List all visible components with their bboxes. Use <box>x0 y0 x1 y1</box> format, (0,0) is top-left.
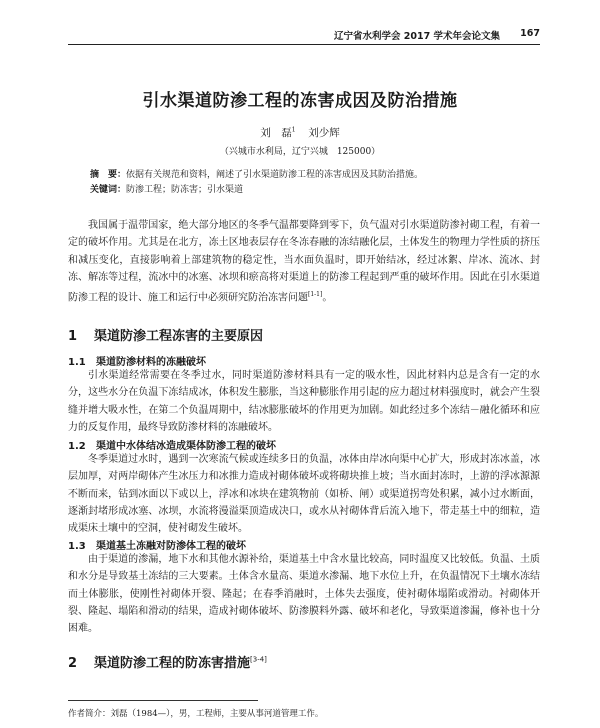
affiliation: （兴城市水利局，辽宁兴城 125000） <box>219 147 381 157</box>
section-1-heading <box>68 325 263 344</box>
subsection-1-1-title: 渠道防渗材料的冻融破坏 <box>96 357 206 368</box>
subsection-1-3-heading <box>68 537 246 552</box>
page-header <box>0 28 600 44</box>
intro-paragraph <box>68 217 540 307</box>
page-number: 167 <box>520 28 540 39</box>
subsection-1-1-heading <box>68 353 206 368</box>
subsection-1-2-heading <box>68 437 276 452</box>
section-2-heading <box>68 652 267 671</box>
author-footnote: 作者简介：刘磊（1984—），男，工程师，主要从事河道管理工作。 <box>68 709 324 719</box>
journal-name: 辽宁省水利学会 2017 学术年会论文集 <box>333 31 500 42</box>
header-rule <box>68 44 540 45</box>
intro-text: 我国属于温带国家，绝大部分地区的冬季气温都要降到零下，负气温对引水渠道防渗衬砌工程，有着一定的破坏作用。尤其是在北方，冻土区地表层存在冬冻春融的冻结融化层，土体发生的物理力学性质的挤压和减压变化，直接影响着上部建筑物的稳定性，当水面负温时，即开始结冰，经过冰絮、岸冰、流冰、封冻、解冻等过程，流冰中的冰塞、冰坝和瘀高将对渠道上的防渗工程起到严重的破坏作用。因此在引水渠道防渗工程的设计、施工和运行中必须研究防治冻害问题 <box>68 220 540 304</box>
author-line <box>0 125 600 140</box>
keywords <box>90 183 530 197</box>
subsection-1-3-paragraph: 由于渠道的渗漏，地下水和其他水源补给，渠道基土中含水量比较高，同时温度又比较低。负温、土质和水分是导致基土冻结的三大要素。土体含水量高、渠道水渗漏、地下水位上升，在负温情况下土壤水冻结而土体膨胀，使刚性衬砌体开裂、隆起；在春季消融时，土体失去强度，使衬砌体塌陷或滑动。衬砌体开裂、隆起、塌陷和滑动的结果，造成衬砌体破坏、防渗膜料外露、破坏和老化，导致渠道渗漏，修补也十分困难。 <box>68 554 540 635</box>
subsection-1-3-title: 渠道基土冻融对防渗体工程的破坏 <box>96 541 246 552</box>
subsection-1-3-number: 1.3 <box>68 541 86 552</box>
author-2: 刘少辉 <box>308 127 340 139</box>
author-1-mark: 1 <box>291 126 296 134</box>
subsection-1-2-paragraph: 冬季渠道过水时，遇到一次寒流气候或连续多日的负温，冰体由岸冰向渠中心扩大，形成封冻冰盖，冰层加厚，对两岸砌体产生冰压力和冰推力造成衬砌体破坏或将砌块推上坡；当水面封冻时，上游的浮冰源源不断而来，钻到冰面以下或以上，浮冰和冰块在建筑物前（如桥、闸）或渠道拐弯处积累，减小过水断面，逐渐封堵形成冰塞、冰坝，水流将漫溢渠顶造成决口，或水从衬砌体背后流入地下，带走基土中的细粒，造成渠床土壤中的空洞，使衬砌发生破坏。 <box>68 454 540 535</box>
footnote-rule <box>68 700 258 701</box>
abstract-label: 摘 要： <box>90 170 127 180</box>
abstract <box>90 168 530 182</box>
section-2-number: 2 <box>68 656 78 671</box>
intro-end: 。 <box>322 292 333 304</box>
section-2-ref: [3-4] <box>250 655 267 664</box>
subsection-1-2-title: 渠道中水体结冰造成渠体防渗工程的破坏 <box>96 441 276 452</box>
keywords-label: 关键词： <box>90 185 127 195</box>
section-1-number: 1 <box>68 329 78 344</box>
subsection-1-1-paragraph: 引水渠道经常需要在冬季过水，同时渠道防渗材料具有一定的吸水性，因此材料内总是含有一定的水分，这些水分在负温下冻结成冰，体积发生膨胀，当这种膨胀作用引起的应力超过材料强度时，就会产生裂缝并增大吸水性，在第二个负温周期中，结冰膨胀破坏的作用更为加剧。如此经过多个冻结－融化循环和应力的反复作用，最终导致防渗材料的冻融破坏。 <box>68 370 540 433</box>
abstract-text: 依据有关规范和资料，阐述了引水渠道防渗工程的冻害成因及其防治措施。 <box>126 170 424 180</box>
keywords-text: 防渗工程；防冻害；引水渠道 <box>126 185 244 195</box>
section-1-title: 渠道防渗工程冻害的主要原因 <box>94 329 264 344</box>
subsection-1-1-number: 1.1 <box>68 357 86 368</box>
author-1: 刘 磊 <box>260 127 292 139</box>
intro-ref: [1-1] <box>308 291 323 299</box>
section-2-title: 渠道防渗工程的防冻害措施 <box>94 656 251 671</box>
subsection-1-2-number: 1.2 <box>68 441 86 452</box>
paper-title: 引水渠道防渗工程的冻害成因及防治措施 <box>142 91 458 111</box>
